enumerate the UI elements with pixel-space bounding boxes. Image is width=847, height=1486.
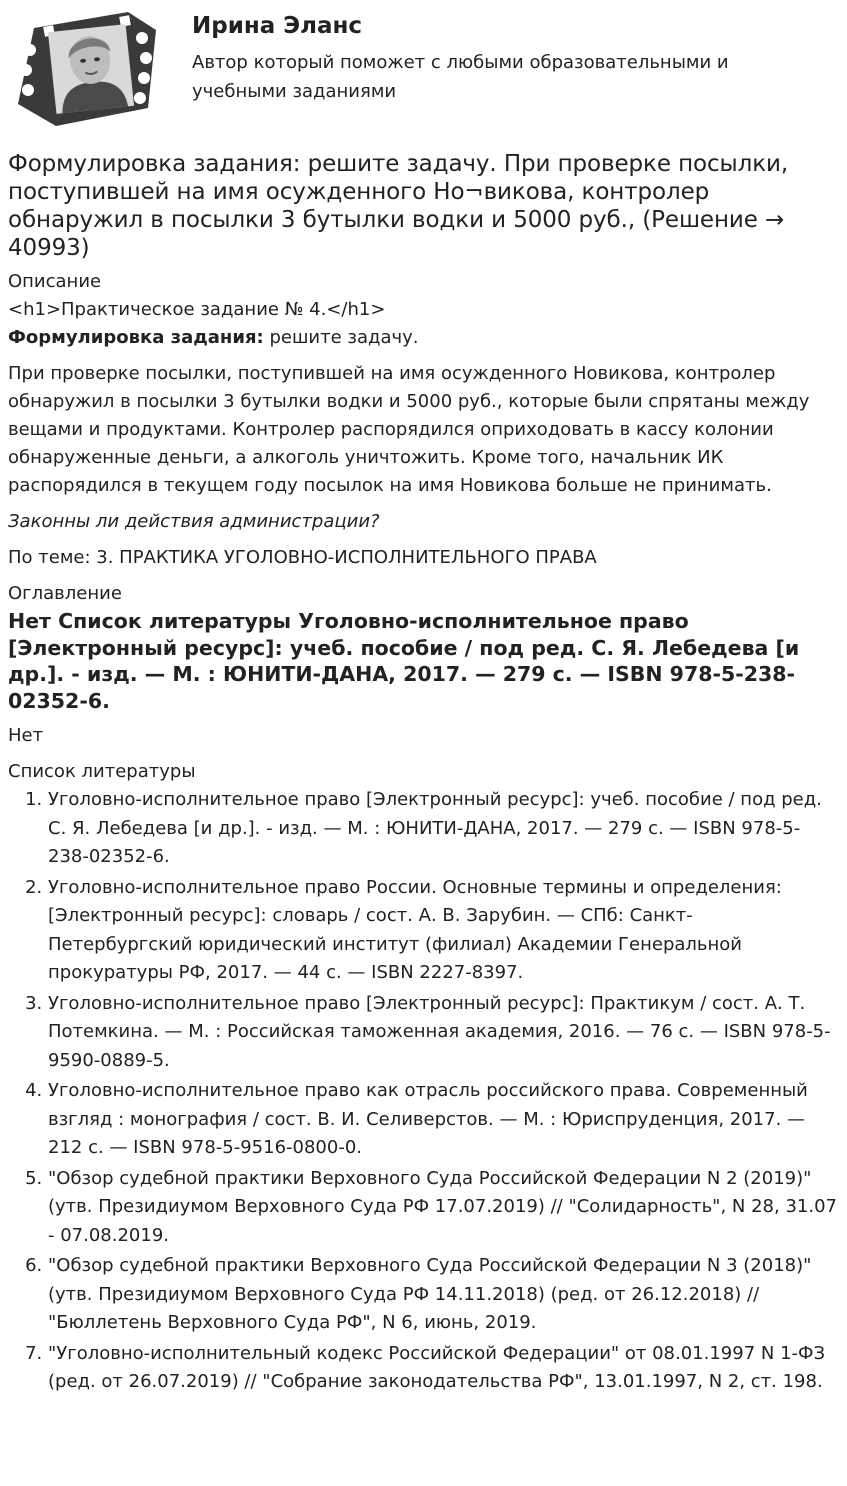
list-item: 2. Уголовно-исполнительное право России. Основные термины и определения: [Электронный ресурс]: словарь / сост. А. В. Зарубин. — СПб: Санкт-Петербургский юридический институт (филиал) Академии Генеральной прокуратуры РФ, 2017. — 44 с. — ISBN 2227-8397. [48,874,837,988]
list-item: 4. Уголовно-исполнительное право как отрасль российского права. Современный взгляд : монография / сост. В. И. Селиверстов. — М. : Юриспруденция, 2017. — 212 с. — ISBN 978-5-9516-0800-0. [48,1077,837,1163]
list-item: 3. Уголовно-исполнительное право [Электронный ресурс]: Практикум / сост. А. Т. Потемкина. — М. : Российская таможенная академия, 2016. — 76 с. — ISBN 978-5-9590-0889-5. [48,990,837,1076]
author-card [8,0,837,140]
list-item: 7. "Уголовно-исполнительный кодекс Российской Федерации" от 08.01.1997 N 1-ФЗ (ред. от 26.07.2019) // "Собрание законодательства РФ", 13.01.1997, N 2, ст. 198. [48,1340,837,1397]
task-question: Законны ли действия администрации? [8,511,380,532]
description-label: Описание [8,271,102,292]
formulation-bold: Формулировка задания: [8,327,264,348]
avatar-photo-icon[interactable] [16,8,158,128]
formulation-rest: решите задачу. [263,327,419,348]
toc-title: Нет Список литературы Уголовно-исполнительное право [Электронный ресурс]: учеб. пособие / под ред. С. Я. Лебедева [и др.]. - изд. — М. : ЮНИТИ-ДАНА, 2017. — 279 с. — ISBN 978-5-238-02352-6. [8,609,800,713]
toc-label: Оглавление [8,583,122,604]
task-title: Формулировка задания: решите задачу. При проверке посылки, поступившей на имя осужденного Но¬викова, контролер обнаружил в посылки 3 бутылки водки и 5000 руб., (Решение → 40993) [8,151,789,261]
task-body: При проверке посылки, поступившей на имя осужденного Новикова, контролер обнаружил в посылки 3 бутылки водки и 5000 руб., которые были спрятаны между вещами и продуктами. Контролер распорядился оприходовать в кассу колонии обнаруженные деньги, а алкоголь уничтожить. Кроме того, начальник ИК распорядился в текущем году посылок на имя Новикова больше не принимать. [8,363,810,496]
list-item: 1. Уголовно-исполнительное право [Электронный ресурс]: учеб. пособие / под ред. С. Я. Лебедева [и др.]. - изд. — М. : ЮНИТИ-ДАНА, 2017. — 279 с. — ISBN 978-5-238-02352-6. [48,786,837,872]
author-name[interactable]: Ирина Эланс [192,13,363,39]
toc-body: Нет [8,725,44,746]
formulation-line [8,324,837,352]
references-label: Список литературы [8,761,196,782]
raw-heading-text: <h1>Практическое задание № 4.</h1> [8,299,386,320]
list-item: 5. "Обзор судебной практики Верховного Суда Российской Федерации N 2 (2019)" (утв. Президиумом Верховного Суда РФ 17.07.2019) // "Солидарность", N 28, 31.07 - 07.08.2019. [48,1165,837,1251]
author-description: Автор который поможет с любыми образовательными и учебными заданиями [192,52,729,102]
task-topic: По теме: 3. ПРАКТИКА УГОЛОВНО-ИСПОЛНИТЕЛЬНОГО ПРАВА [8,547,597,568]
list-item: 6. "Обзор судебной практики Верховного Суда Российской Федерации N 3 (2018)" (утв. Президиумом Верховного Суда РФ 14.11.2018) (ред. от 26.12.2018) // "Бюллетень Верховного Суда РФ", N 6, июнь, 2019. [48,1252,837,1338]
references-list [8,786,837,1397]
